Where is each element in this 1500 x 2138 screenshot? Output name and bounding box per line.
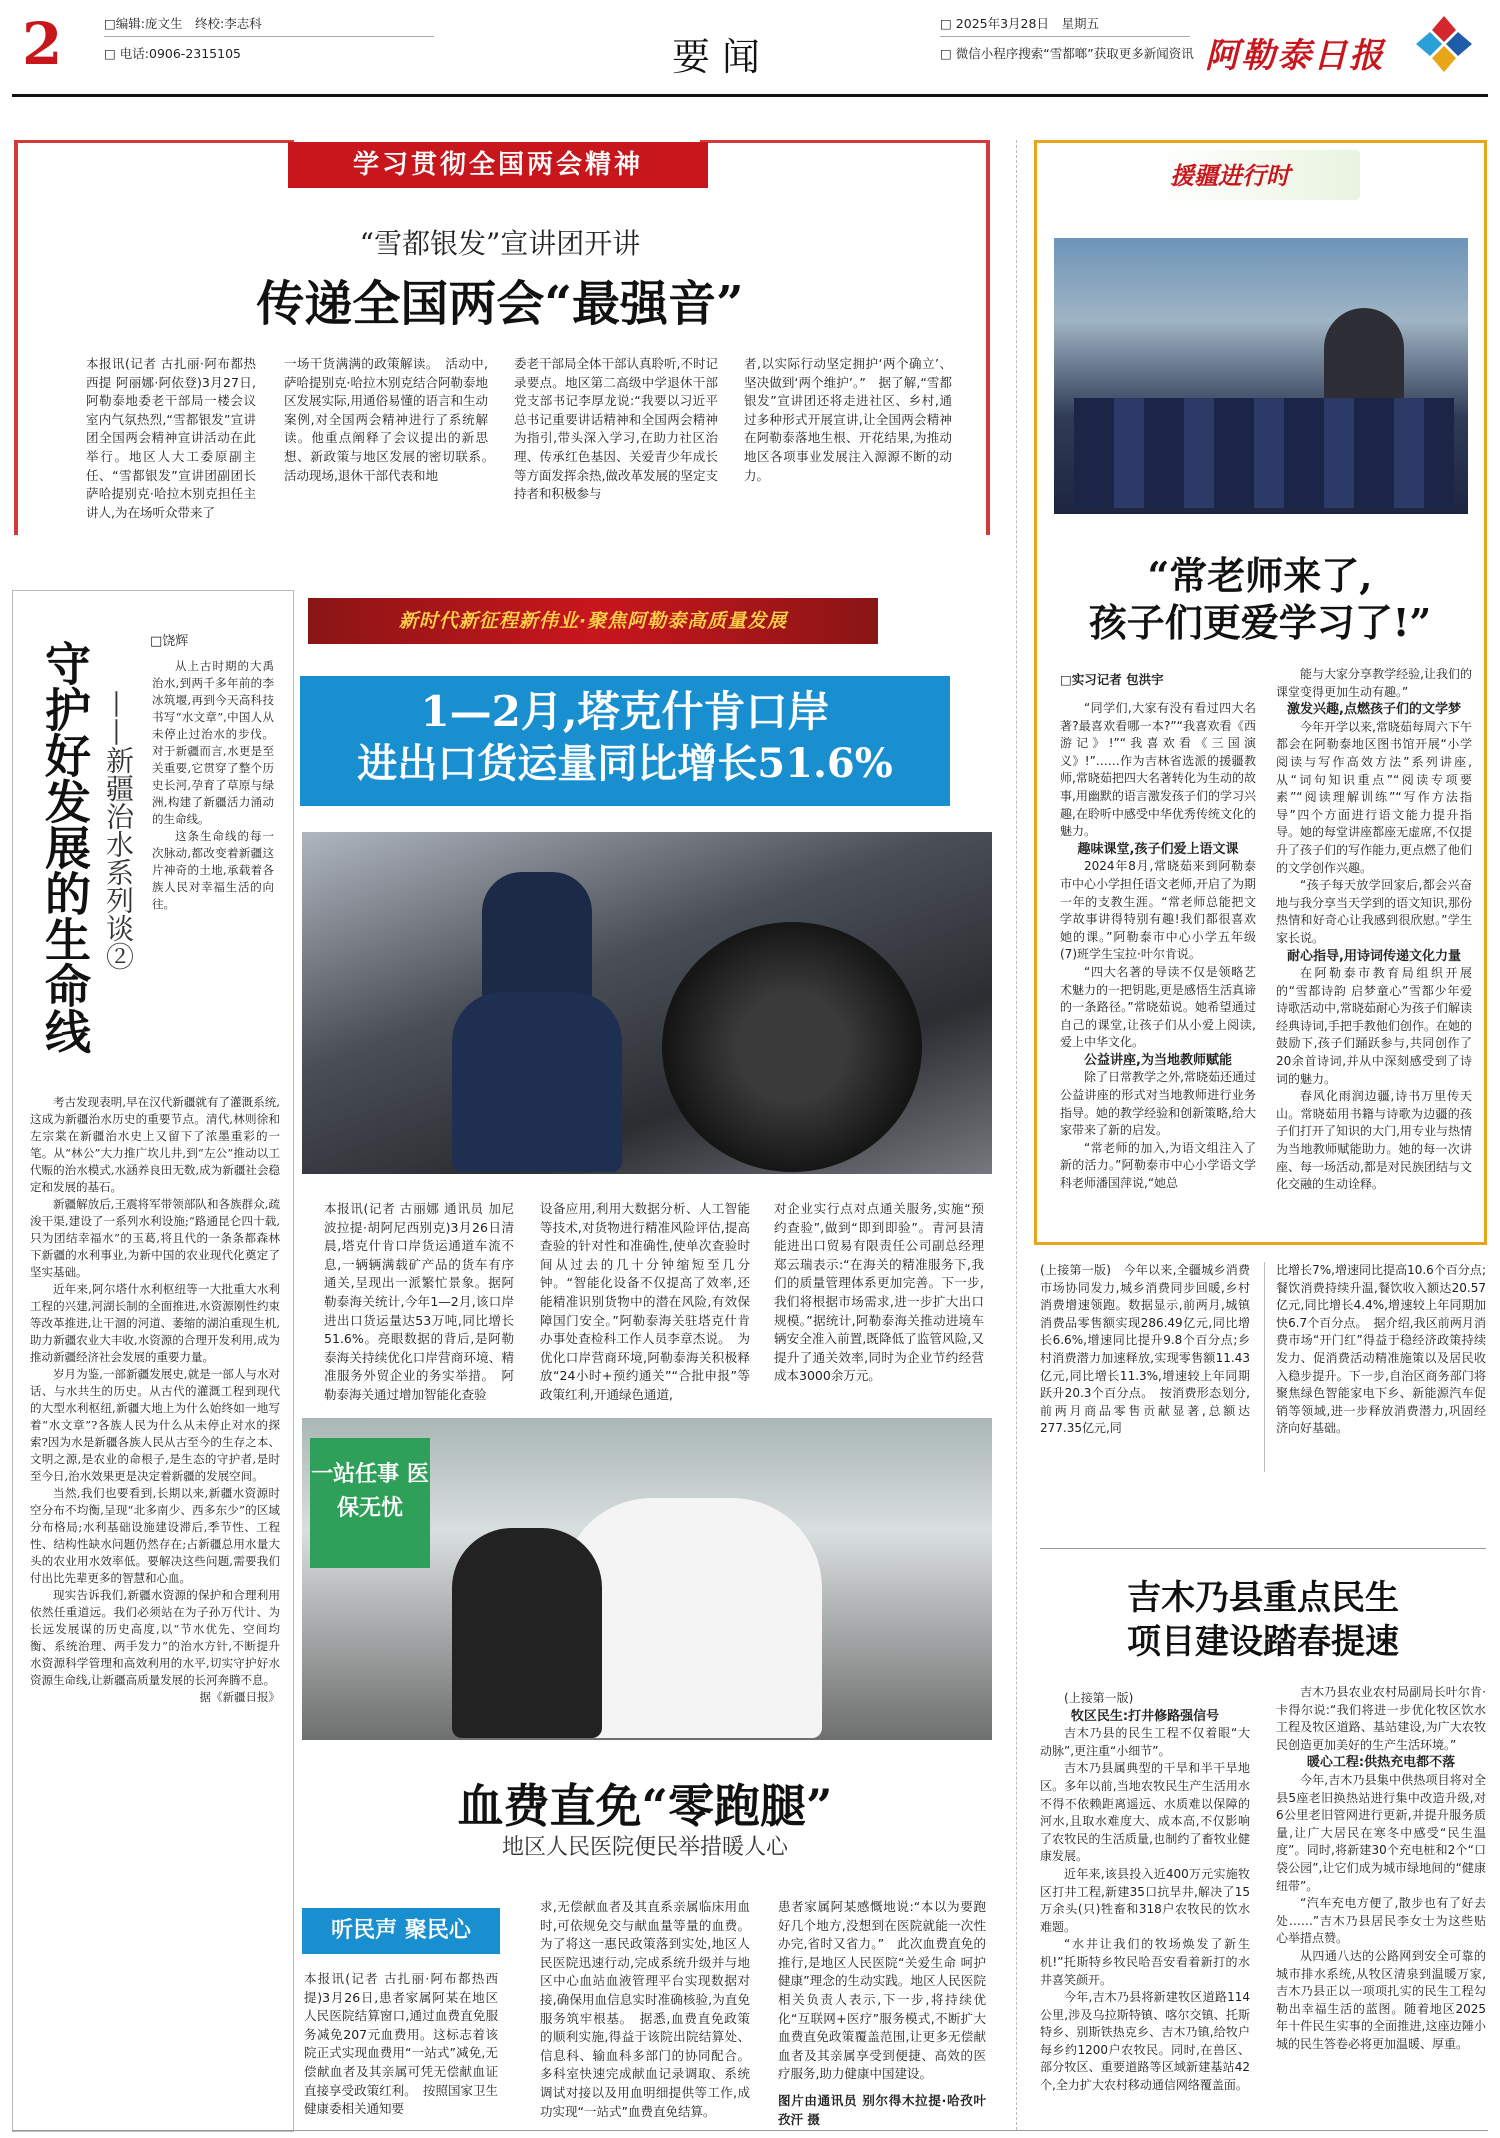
phone-info: □ 电话:0906-2315105 xyxy=(104,46,241,61)
water-side-text xyxy=(152,658,274,913)
tacheng-banner: 新时代新征程新伟业·聚焦阿勒泰高质量发展 xyxy=(308,598,878,644)
water-para: 当然,我们也要看到,长期以来,新疆水资源时空分布不均衡,呈现“北多南少、西多东少”的区域分布格局;水利基础设施建设滞后,季节性、工程性、结构性缺水问题仍然存在;占新疆总用水量大头的农业用水效率低。要解决这些问题,需要我们付出比先辈更多的智慧和心血。 xyxy=(30,1486,280,1585)
frame-left xyxy=(14,140,18,535)
teacher-title-line2: 孩子们更爱学习了!” xyxy=(1088,600,1432,645)
tacheng-col-1: 本报讯(记者 古丽娜 通讯员 加尼波拉提·胡阿尼西别克)3月26日清晨,塔克什肯口岸货运通道车流不息,一辆辆满载矿产品的货车有序通关,呈现出一派繁忙景象。据阿勒泰海关统计,今年1—2月,该口岸进出口货运量达53万吨,同比增长51.6%。亮眼数据的背后,是阿勒泰海关持续优化口岸营商环境、精准服务外贸企业的务实举措。 阿勒泰海关通过增加智能化查验 xyxy=(324,1201,514,1402)
lianghui-banner: 学习贯彻全国两会精神 xyxy=(288,142,708,188)
tacheng-title-line2: 进出口货运量同比增长51.6% xyxy=(357,740,893,787)
water-side-para: 从上古时期的大禹治水,到两千多年前的李冰筑堰,再到今天高科技书写“水文章”,中国人从未停止过治水的步伐。对于新疆而言,水更是至关重要,它贯穿了整个历史长河,孕育了草原与绿洲,构建了新疆活力涌动的生命线。 xyxy=(152,659,274,826)
xuefei-col-2: 求,无偿献血者及其直系亲属临床用血时,可依规免交与献血量等量的血费。为了将这一惠民政策落到实处,地区人民医院迅速行动,完成系统升级并与地区中心血站血液管理平台实现数据对接,确保用血信息实时准确核验,为直免服务筑牢根基。 据悉,血费直免政策的顺利实施,得益于该院出院结算处、信息科、输血科多部门的协同配合。多科室快速完成献血记录调取、系统调试对接以及用血明细提供等工作,成功实现“一站式”血费直免结算。 xyxy=(540,1899,750,2119)
teacher-frame-right xyxy=(1484,140,1487,1245)
jimunai-title-line2: 项目建设踏春提速 xyxy=(1127,1622,1399,1662)
jimunai-col-1 xyxy=(1040,1690,1250,2095)
article-paragraph: 能与大家分享教学经验,让我们的课堂变得更加生动有趣。” xyxy=(1276,667,1472,699)
article-paragraph: 吉木乃县的民生工程不仅着眼“大动脉”,更注重“小细节”。 xyxy=(1040,1726,1250,1758)
article-paragraph: 2024年8月,常晓茹来到阿勒泰市中心小学担任语文老师,开启了为期一年的支教生涯。“常老师总能把文学故事讲得特别有趣!我们都很喜欢她的课。”阿勒泰市中心小学五年级(7)班学生宝拉·叶尔肯说。 xyxy=(1060,859,1256,962)
article-paragraph: “四大名著的导读不仅是领略艺术魅力的一把钥匙,更是感悟生活真谛的一条路径。”常晓茹说。她希望通过自己的课堂,让孩子们从小爱上阅读,爱上中华文化。 xyxy=(1060,964,1256,1050)
water-para: 现实告诉我们,新疆水资源的保护和合理利用依然任重道远。我们必须站在为子孙万代计、为长远发展谋的历史高度,以“节水优先、空间均衡、系统治理、两手发力”的治水方针,不断提升水资源科学管理和高效利用的水平,切实守护好水资源生命线,让新疆高质量发展的长河奔腾不息。 xyxy=(30,1588,280,1687)
section-subhead: 耐心指导,用诗词传递文化力量 xyxy=(1287,948,1461,964)
lianghui-subtitle: “雪都银发”宣讲团开讲 xyxy=(359,227,641,260)
water-para: 新疆解放后,王震将军带领部队和各族群众,疏浚干渠,建设了一系列水利设施;“路通昆仑四十载,只为团结幸福水”的玉葛,将且代的一条条都森林下新疆的水利事业,为新中国的农业现代化奠定了坚实基础。 xyxy=(30,1197,280,1279)
section-subhead: 趣味课堂,孩子们爱上语文课 xyxy=(1077,841,1239,857)
customs-officer-figure xyxy=(452,992,622,1172)
xuefei-tag: 听民声 聚民心 xyxy=(302,1908,500,1954)
page-bottom-rule xyxy=(12,2130,1488,2131)
customs-officer-figure xyxy=(482,872,592,1012)
water-para: 考古发现表明,早在汉代新疆就有了灌溉系统,这成为新疆治水历史的重要节点。清代,林则徐和左宗棠在新疆治水史上又留下了浓墨重彩的一笔。从“林公”大力推广坎儿井,到“左公”推动以工代赈的治水模式,水涵养良田无数,成为新疆社会稳定和发展的基石。 xyxy=(30,1095,280,1194)
header-rule-thick xyxy=(12,94,1488,97)
water-source: 据《新疆日报》 xyxy=(199,1690,280,1704)
teacher-col-1 xyxy=(1060,700,1256,1193)
article-paragraph: 今年,吉木乃县集中供热项目将对全县5座老旧换热站进行集中改造升级,对6公里老旧管网进行更新,并提升服务质量,让广大居民在寒冬中感受“民生温度”。同时,将新建30个充电桩和2个“口袋公园”,让它们成为城市绿地间的“健康纽带”。 xyxy=(1276,1772,1486,1893)
teacher-col-2 xyxy=(1276,666,1472,1194)
article-paragraph: “水井让我们的牧场焕发了新生机!”托斯特乡牧民哈吾安看着新打的水井喜笑颜开。 xyxy=(1040,1937,1250,1987)
jimunai-top-rule xyxy=(1040,1548,1486,1549)
water-series: ——新疆治水系列谈② xyxy=(102,690,135,970)
water-para: 岁月为鉴,一部新疆发展史,就是一部人与水对话、与水共生的历史。从古代的灌溉工程到现代的大型水利枢纽,新疆大地上为什么始终如一地写着“水文章”?各族人民为什么从未停止对水的探索?因为水是新疆各族人民从古至今的生存之本、文明之源,是农业的命根子,是生态的守护者,是时至今日,治水效果更是决定着新疆的发展空间。 xyxy=(30,1367,280,1483)
frame-right xyxy=(986,140,990,535)
water-side-para: 这条生命线的每一次脉动,都改变着新疆这片神奇的土地,承载着各族人民对幸福生活的向往。 xyxy=(152,829,274,911)
frame-top-left xyxy=(14,140,294,143)
article-paragraph: 春风化雨润边疆,诗书万里传天山。常晓茹用书籍与诗歌为边疆的孩子们打开了知识的大门,用专业与热情为当地教师赋能助力。她的每一次讲座、每一场活动,都是对民族团结与文化交融的生动诠释。 xyxy=(1276,1089,1472,1192)
article-paragraph: 除了日常教学之外,常晓茹还通过公益讲座的形式对当地教师进行业务指导。她的教学经验和创新策略,给大家带来了新的启发。 xyxy=(1060,1070,1256,1138)
teacher-byline: □实习记者 包洪宇 xyxy=(1060,672,1164,687)
teacher-frame-bottom xyxy=(1034,1242,1486,1245)
article-paragraph: 今年,吉木乃县将新建牧区道路114公里,涉及乌拉斯特镇、喀尔交镇、托斯特乡、别斯铁热克乡、吉木乃镇,给牧户每乡约1200户农牧民。同时,在兽区、部分牧区、重要道路等区域新建基站42个,全力扩大农村移动通信网络覆盖面。 xyxy=(1040,1990,1250,2093)
section-subhead: 牧区民生:打井修路强信号 xyxy=(1070,1708,1220,1724)
consumption-divider xyxy=(1264,1262,1265,1472)
article-paragraph: 今年开学以来,常晓茹每周六下午都会在阿勒泰地区图书馆开展“小学阅读与写作高效方法”系列讲座,从“词句知识重点”“阅读专项要素”“阅读理解训练”“写作方法指导”四个方面进行语文能力提升指导。她的每堂讲座都座无虚席,不仅提升了孩子们的写作能力,更点燃了他们的文学创作兴趣。 xyxy=(1276,719,1472,875)
xuefei-col-1: 本报讯(记者 古扎丽·阿布都热西提)3月26日,患者家属阿某在地区人民医院结算窗口,通过血费直免服务减免207元血费用。这标志着该院正式实现血费用“一站式”减免,无偿献血者及其亲属可凭无偿献血证直接享受政策红利。 按照国家卫生健康委相关通知要 xyxy=(304,1971,498,2117)
article-paragraph: 吉木乃县属典型的干旱和半干旱地区。多年以前,当地农牧民生产生活用水不得不依赖距离遥远、水质难以保障的河水,且取水难度大、成本高,不仅影响了农牧民的生活质量,也制约了畜牧业健康发展。 xyxy=(1040,1761,1250,1864)
jimunai-title-line1: 吉木乃县重点民生 xyxy=(1127,1578,1399,1618)
lianghui-col-1: 本报讯(记者 古扎丽·阿布都热西提 阿丽娜·阿依登)3月27日,阿勒泰地委老干部局一楼会议室内气氛热烈,“雪都银发”宣讲团全国两会精神宣讲活动在此举行。地区人大工委原副主任、“雪都银发”宣讲团副团长萨哈提别克·哈拉木别克担任主讲人,为在场听众带来了 xyxy=(86,356,256,520)
header-rule xyxy=(104,36,434,37)
lianghui-col-3: 委老干部局全体干部认真聆听,不时记录要点。地区第二高级中学退休干部党支部书记李厚龙说:“我要以习近平总书记重要讲话精神和全国两会精神为指引,带头深入学习,在助力社区治理、传承红色基因、关爱青少年成长等方面发挥余热,做改革发展的坚定支持者和积极参与 xyxy=(514,356,718,502)
section-subhead: 暖心工程:供热充电都不落 xyxy=(1306,1755,1456,1771)
students-group xyxy=(1074,398,1454,508)
article-paragraph: 吉木乃县农业农村局副局长叶尔肯·卡得尔说:“我们将进一步优化牧区饮水工程及牧区道路、基站建设,为广大农牧民创造更加美好的生产生活环境。” xyxy=(1276,1685,1486,1752)
consumption-col-1: (上接第一版) 今年以来,全疆城乡消费市场协同发力,城乡消费同步回暖,乡村消费增速领跑。数据显示,前两月,城镇消费品零售额实现286.49亿元,同比增长6.6%,增速同比提升9.8个百分点;乡村消费潜力加速释放,实现零售额11.43亿元,同比增长11.3%,增速较上年同期跃升20.3个百分点。 按消费形态划分,前两月商品零售贡献显著,总额达277.35亿元,同 xyxy=(1040,1263,1250,1436)
article-paragraph: “汽车充电方便了,散步也有了好去处……”吉木乃县居民李女士为这些贴心举措点赞。 xyxy=(1276,1896,1486,1946)
section-subhead: 激发兴趣,点燃孩子们的文学梦 xyxy=(1287,702,1461,718)
hospital-counter-photo xyxy=(302,1418,992,1740)
teacher-frame-top xyxy=(1034,140,1486,143)
article-paragraph: (上接第一版) xyxy=(1064,1691,1134,1705)
xuefei-photo-credit: 图片由通讯员 别尔得木拉提·哈孜叶孜汗 摄 xyxy=(778,2093,986,2127)
lianghui-col-4: 者,以实际行动坚定拥护‘两个确立’、坚决做到‘两个维护’。” 据了解,“雪都银发”宣讲团还将走进社区、乡村,通过多种形式开展宣讲,让全国两会精神在阿勒泰落地生根、开花结果,为推动地区各项事业发展注入源源不断的动力。 xyxy=(744,356,952,483)
lianghui-col-2: 一场干货满满的政策解读。 活动中,萨哈提别克·哈拉木别克结合阿勒泰地区发展实际,用通俗易懂的语言和生动案例,对全国两会精神进行了系统解读。他重点阐释了会议提出的新思想、新政策与地区发展的密切联系。 活动现场,退休干部代表和地 xyxy=(284,356,501,483)
paper-logo: 阿勒泰日报 xyxy=(1205,36,1385,76)
frame-top-right xyxy=(700,140,990,143)
truck-tire xyxy=(662,922,922,1172)
jimunai-col-2 xyxy=(1276,1684,1486,2053)
hospital-window-sign: 一站任事 医保无忧 xyxy=(310,1438,430,1568)
article-paragraph: 近年来,该县投入近400万元实施牧区打井工程,新建35口抗旱井,解决了15万余头(只)牲畜和318户农牧民的饮水难题。 xyxy=(1040,1866,1250,1934)
xuefei-col-3: 患者家属阿某感慨地说:“本以为要跑好几个地方,没想到在医院就能一次性办完,省时又省力。” 此次血费直免的推行,是地区人民医院“关爱生命 呵护健康”理念的生动实践。地区人民医院相关负责人表示,下一步,将持续优化“互联网+医疗”服务模式,不断扩大血费直免政策覆盖范围,让更多无偿献血者及其亲属享受到便捷、高效的医疗服务,助力健康中国建设。 xyxy=(778,1899,986,2082)
page-number: 2 xyxy=(22,10,63,78)
header-rule-right xyxy=(940,36,1190,37)
wechat-info: □ 微信小程序搜索“雪都啷”获取更多新闻资讯 xyxy=(940,46,1194,61)
issue-date: □ 2025年3月28日 星期五 xyxy=(940,16,1099,31)
water-para: 近年来,阿尔塔什水利枢纽等一大批重大水利工程的兴建,河湖长制的全面推进,水资源刚性约束等改革推进,让干涸的河道、萎缩的湖泊重现生机,助力新疆农业大丰收,水资源的合理开发利用,成为推动新疆经济社会发展的重要力量。 xyxy=(30,1282,280,1364)
article-paragraph: 在阿勒泰市教育局组织开展的“雪都诗韵 启梦童心”雪都少年爱诗歌活动中,常晓茹耐心为孩子们解读经典诗词,手把手教他们创作。在她的鼓励下,孩子们踊跃参与,共同创作了20余首诗词,并从中深刻感受到了诗词的魅力。 xyxy=(1276,966,1472,1086)
teacher-frame-left xyxy=(1034,140,1037,1245)
consumption-col-2: 比增长7%,增速同比提高10.6个百分点;餐饮消费持续升温,餐饮收入额达20.57亿元,同比增长4.4%,增速较上年同期加快6.7个百分点。 据介绍,我区前两月消费市场“开门红”得益于稳经济政策持续发力、促消费活动精准施策以及居民收入稳步提升。下一步,自治区商务部门将聚焦绿色智能家电下乡、新能源汽车促销等领域,进一步释放消费潜力,巩固经济向好基础。 xyxy=(1276,1263,1486,1436)
water-title: 守护好发展的生命线 xyxy=(38,640,92,1054)
article-paragraph: “孩子每天放学回家后,都会兴奋地与我分享当天学到的语文知识,那份热情和好奇心让我感到很欣慰。”学生家长说。 xyxy=(1276,878,1472,945)
xuefei-subtitle: 地区人民医院便民举措暖人心 xyxy=(501,1835,788,1860)
article-paragraph: 从四通八达的公路网到安全可靠的城市排水系统,从牧区清泉到温暖万家,吉木乃县正以一项项扎实的民生工程勾勒出幸福生活的蓝图。随着地区2025年十件民生实事的全面推进,这座边陲小城的民生答卷必将更加温暖、厚重。 xyxy=(1276,1948,1486,2051)
tacheng-title-box xyxy=(300,676,950,806)
section-title: 要闻 xyxy=(672,35,773,79)
column-divider xyxy=(1016,140,1017,2130)
xuefei-title: 血费直免“零跑腿” xyxy=(457,1779,833,1833)
editor-info: □编辑:庞文生 终校:李志科 xyxy=(104,16,262,31)
tacheng-col-2: 设备应用,利用大数据分析、人工智能等技术,对货物进行精准风险评估,提高查验的针对性和准确性,使单次查验时间从过去的几十分钟缩短至几分钟。“智能化设备不仅提高了效率,还能精准识别货物中的潜在风险,有效保障国门安全。”阿勒泰海关驻塔克什肯办事处查检科工作人员李章杰说。 为优化口岸营商环境,阿勒泰海关积极释放“24小时+预约通关”“合批申报”等政策红利,开通绿色通道, xyxy=(540,1201,750,1402)
teacher-banner xyxy=(1160,150,1360,200)
tacheng-col-3: 对企业实行点对点通关服务,实施“预约查验”,做到“即到即验”。青河县清能进出口贸易有限责任公司副总经理郑云瑞表示:“在海关的精准服务下,我们的质量管理体系更加完善。下一步,我们将根据市场需求,进一步扩大出口规模。”据统计,阿勒泰海关推动进境车辆安全准入前置,既降低了监管风险,又提升了通关效率,同时为企业节约经营成本3000余万元。 xyxy=(774,1201,984,1384)
water-body xyxy=(30,1094,280,1706)
teacher-title-line1: “常老师来了, xyxy=(1147,553,1373,598)
article-paragraph: “常老师的加入,为语文组注入了新的活力。”阿勒泰市中心小学语文学科老师潘国萍说,“她总 xyxy=(1060,1140,1256,1191)
section-subhead: 公益讲座,为当地教师赋能 xyxy=(1084,1052,1232,1068)
article-paragraph: “同学们,大家有没有看过四大名著?最喜欢看哪一本?”“我喜欢看《西游记》!”“我喜欢看《三国演义》!”……作为吉林省选派的援疆教师,常晓茹把四大名著转化为生动的故事,用幽默的语言激发孩子们的学习兴趣,在聆听中感受中华优秀传统文化的魅力。 xyxy=(1060,701,1256,839)
water-byline: □饶辉 xyxy=(150,634,189,649)
paper-emblem-icon xyxy=(1412,12,1476,76)
tacheng-title-line1: 1—2月,塔克什肯口岸 xyxy=(420,687,830,736)
patient-figure xyxy=(452,1528,602,1738)
teacher-banner-label: 援疆进行时 xyxy=(1170,162,1290,190)
classroom-photo xyxy=(1054,238,1468,514)
lianghui-title: 传递全国两会“最强音” xyxy=(256,276,744,332)
customs-inspection-photo xyxy=(302,832,992,1174)
